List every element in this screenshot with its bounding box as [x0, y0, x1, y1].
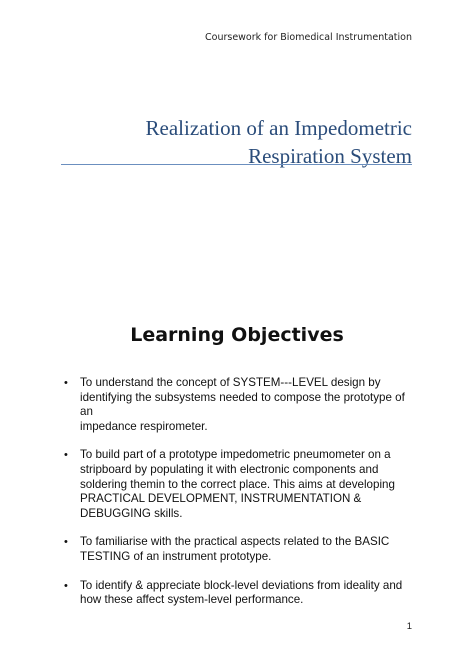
page-number: 1 — [406, 621, 412, 632]
list-item — [64, 535, 414, 564]
objectives-list — [64, 376, 414, 608]
bullet-icon: • — [64, 579, 68, 592]
objective-line: TESTING of an instrument prototype. — [80, 549, 272, 563]
objective-line: To build part of a prototype impedometric pneumometer on a — [80, 448, 391, 462]
bullet-icon: • — [64, 377, 68, 389]
list-item — [64, 448, 414, 521]
objective-line: To identify & appreciate block-level deviations from ideality and — [80, 578, 403, 592]
objective-line: soldering themin to the correct place. This aims at developing — [80, 477, 395, 491]
objective-line: how these affect system-level performance. — [80, 593, 304, 607]
objective-line: DEBUGGING skills. — [80, 506, 183, 520]
objective-line: To familiarise with the practical aspects related to the BASIC — [80, 535, 390, 549]
title-line-2: Respiration System — [248, 144, 412, 168]
objective-line: identifying the subsystems needed to compose the prototype of an — [80, 390, 405, 419]
title-underline — [61, 164, 412, 165]
objective-line: impedance respirometer. — [80, 419, 208, 433]
title-line-1: Realization of an Impedometric — [145, 116, 412, 140]
list-item — [64, 579, 414, 608]
objective-line: To understand the concept of SYSTEM---LEVEL design by — [80, 376, 381, 389]
bullet-icon: • — [64, 536, 68, 549]
section-heading: Learning Objectives — [130, 324, 344, 346]
objective-line: stripboard by populating it with electronic components and — [80, 462, 379, 476]
document-title — [72, 114, 412, 170]
list-item — [64, 376, 414, 434]
bullet-icon: • — [64, 449, 68, 462]
objective-line: PRACTICAL DEVELOPMENT, INSTRUMENTATION & — [80, 492, 362, 506]
running-header: Coursework for Biomedical Instrumentation — [205, 32, 412, 43]
